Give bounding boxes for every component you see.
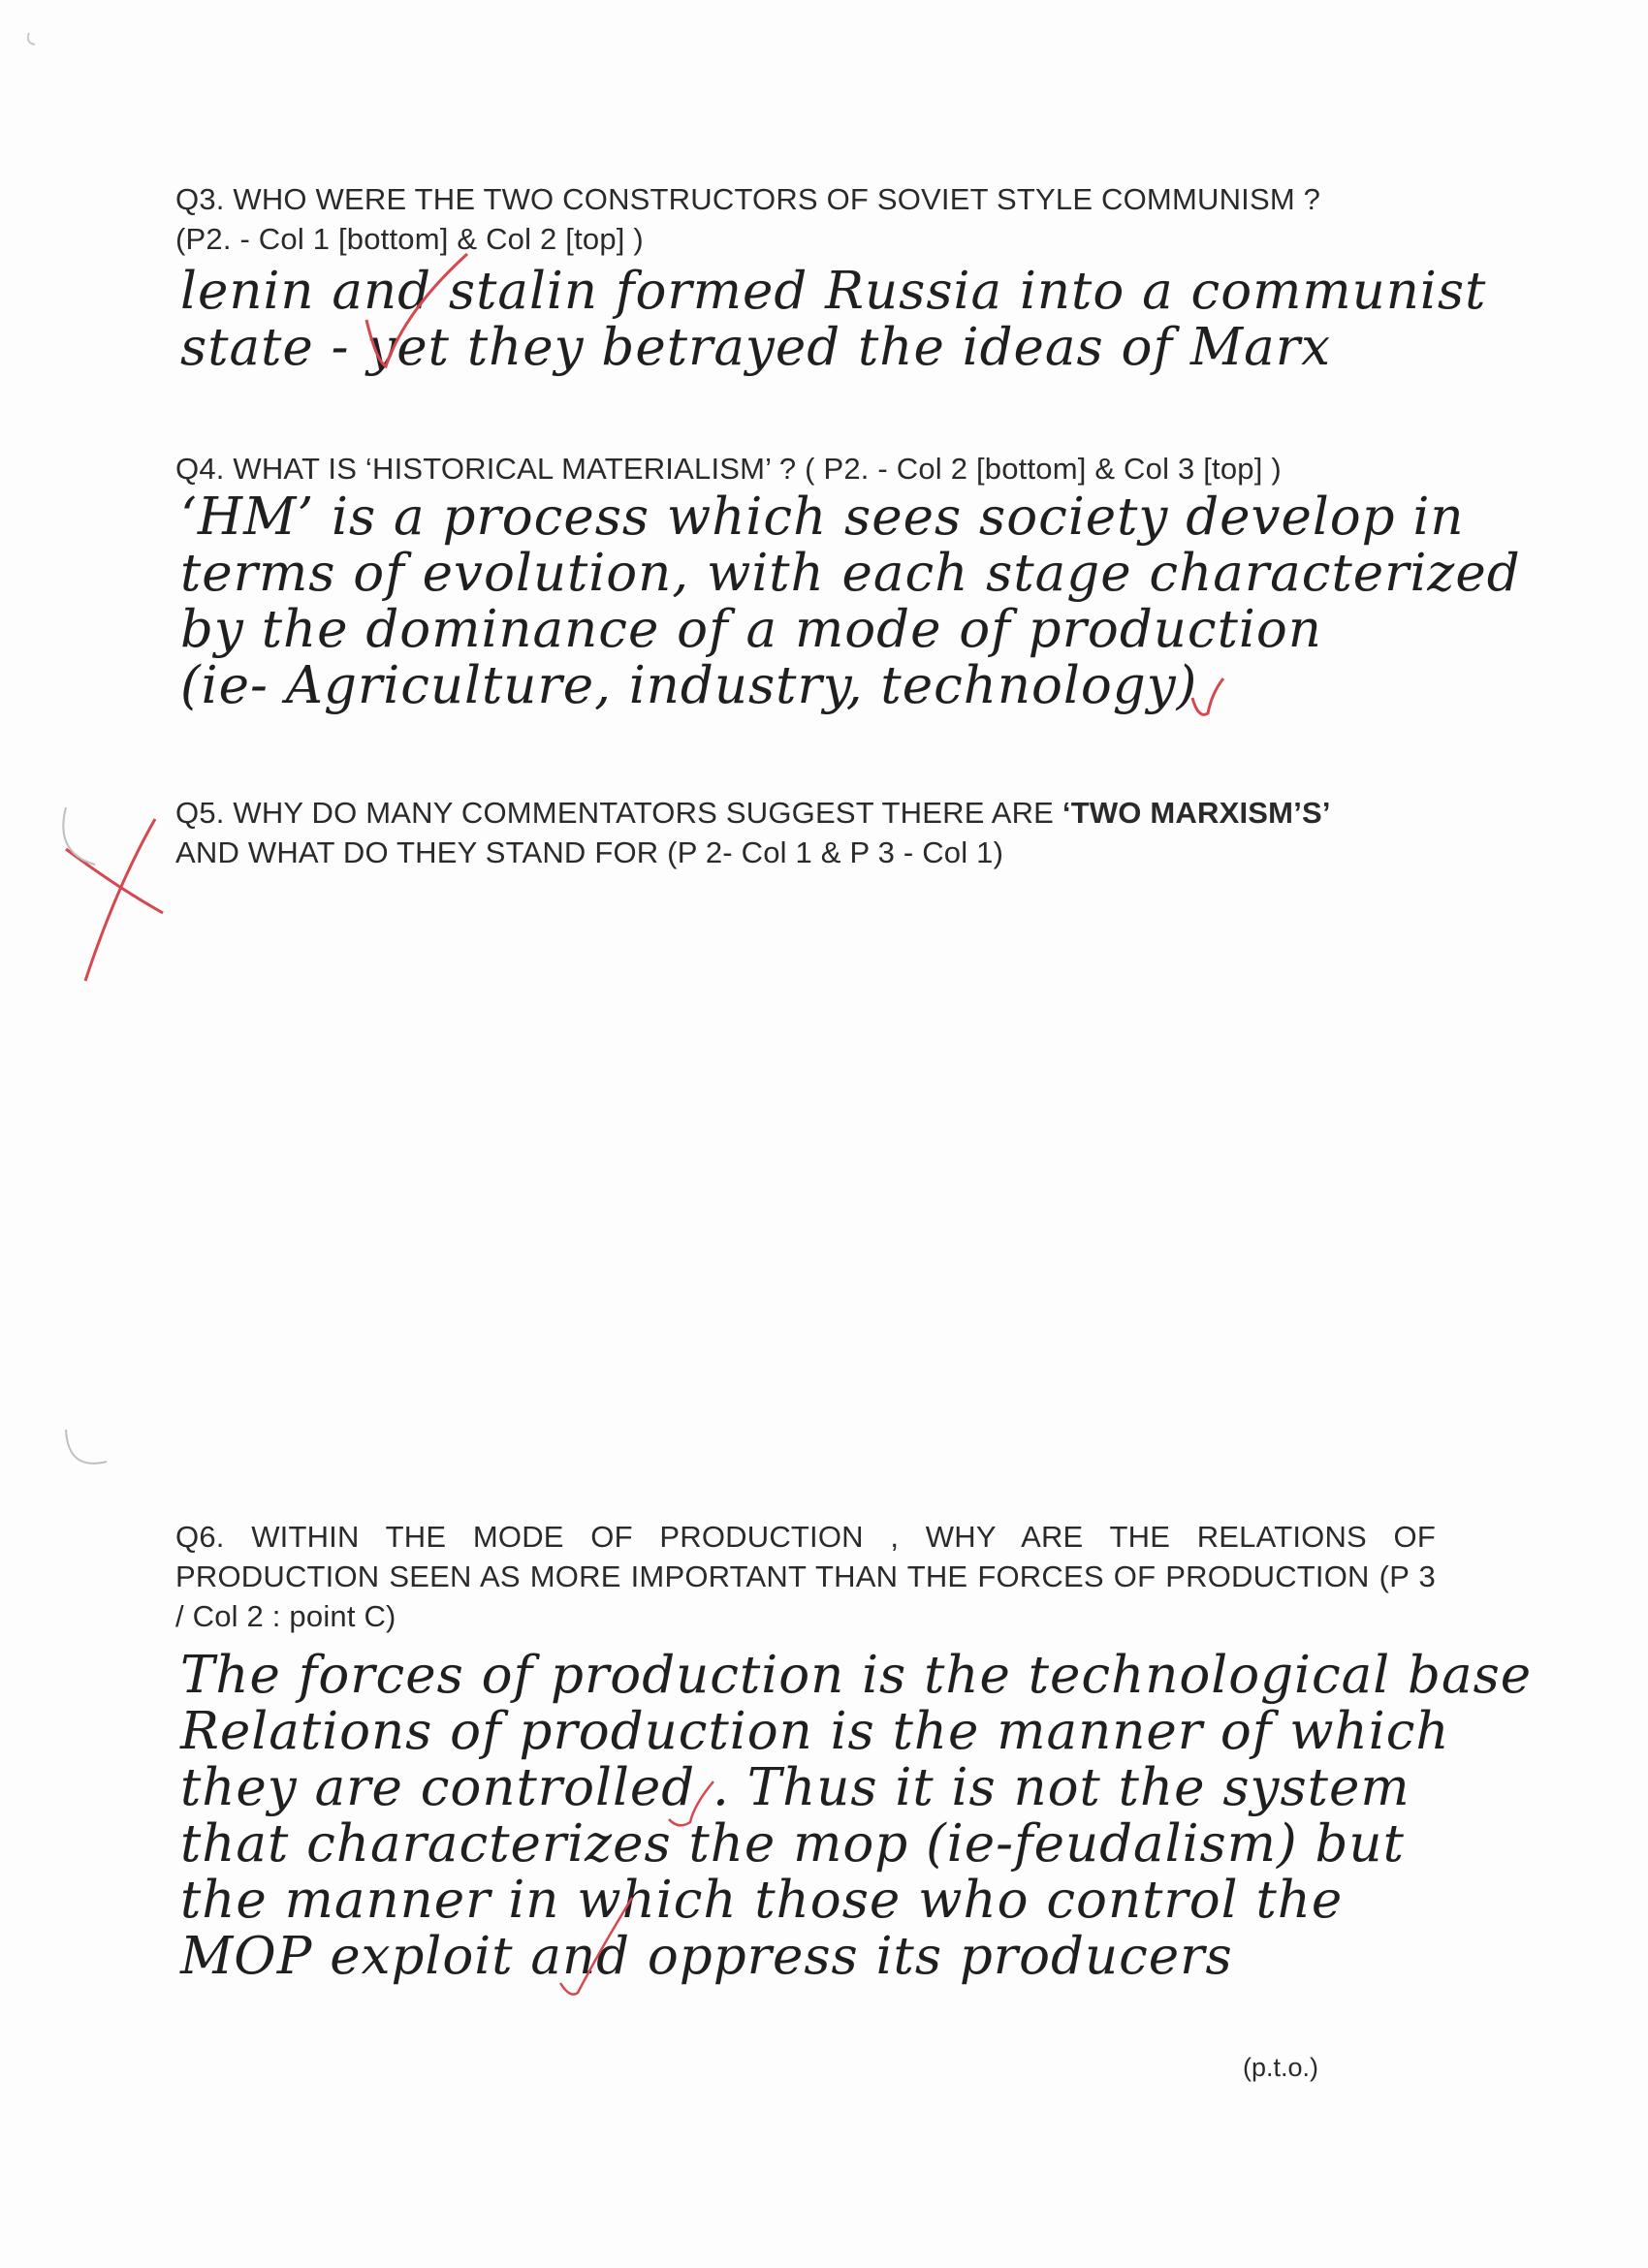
hole-punch-arc-icon	[28, 33, 35, 45]
page-turn-note: (p.t.o.)	[1243, 2053, 1319, 2082]
hole-punch-arc-icon	[63, 807, 95, 865]
answer-4-line: (ie- Agriculture, industry, technology)	[180, 656, 1198, 715]
answer-6-line: the manner in which those who control the	[180, 1871, 1344, 1930]
answer-3-line: state - yet they betrayed the ideas of Marx	[180, 318, 1332, 377]
answer-3-line: lenin and stalin formed Russia into a communist	[180, 262, 1487, 321]
answer-4-line: terms of evolution, with each stage characterized	[180, 544, 1521, 603]
answer-4-line: ‘HM’ is a process which sees society develop in	[180, 488, 1465, 547]
question-5	[175, 793, 1436, 872]
question-5-text-line	[175, 793, 1436, 833]
cross-mark-icon	[85, 819, 155, 981]
question-3	[175, 179, 1436, 259]
hole-punch-arc-icon	[66, 1430, 107, 1464]
answer-6-line: The forces of production is the technological base	[180, 1646, 1533, 1705]
answer-6	[180, 1648, 1557, 1985]
answer-6-line: MOP exploit and oppress its producers	[180, 1927, 1233, 1986]
answer-6-line: Relations of production is the manner of which	[180, 1702, 1450, 1761]
answer-6-line: they are controlled . Thus it is not the system	[180, 1758, 1410, 1817]
question-6	[175, 1517, 1436, 1636]
answer-6-line: that characterizes the mop (ie-feudalism) but	[180, 1814, 1405, 1874]
question-5-reference: AND WHAT DO THEY STAND FOR (P 2- Col 1 & P 3 - Col 1)	[175, 835, 1004, 869]
question-4	[175, 449, 1436, 488]
question-3-text: Q3. WHO WERE THE TWO CONSTRUCTORS OF SOVIET STYLE COMMUNISM ?	[175, 182, 1321, 216]
question-3-reference: (P2. - Col 1 [bottom] & Col 2 [top] )	[175, 222, 644, 256]
question-5-emphasis: ‘TWO MARXISM’S’	[1062, 796, 1331, 830]
answer-4-line: by the dominance of a mode of production	[180, 600, 1322, 659]
cross-mark-icon	[66, 849, 163, 913]
answer-4	[180, 489, 1557, 714]
question-4-text: Q4. WHAT IS ‘HISTORICAL MATERIALISM’ ? ( P2. - Col 2 [bottom] & Col 3 [top] )	[175, 452, 1282, 486]
question-6-text: Q6. WITHIN THE MODE OF PRODUCTION , WHY ARE THE RELATIONS OF PRODUCTION SEEN AS MORE IMPORTANT THAN THE FORCES OF PRODUCTION (P 3 / Col 2 : point C)	[175, 1520, 1436, 1633]
question-5-text: Q5. WHY DO MANY COMMENTATORS SUGGEST THERE ARE	[175, 796, 1062, 830]
answer-3	[180, 264, 1557, 376]
